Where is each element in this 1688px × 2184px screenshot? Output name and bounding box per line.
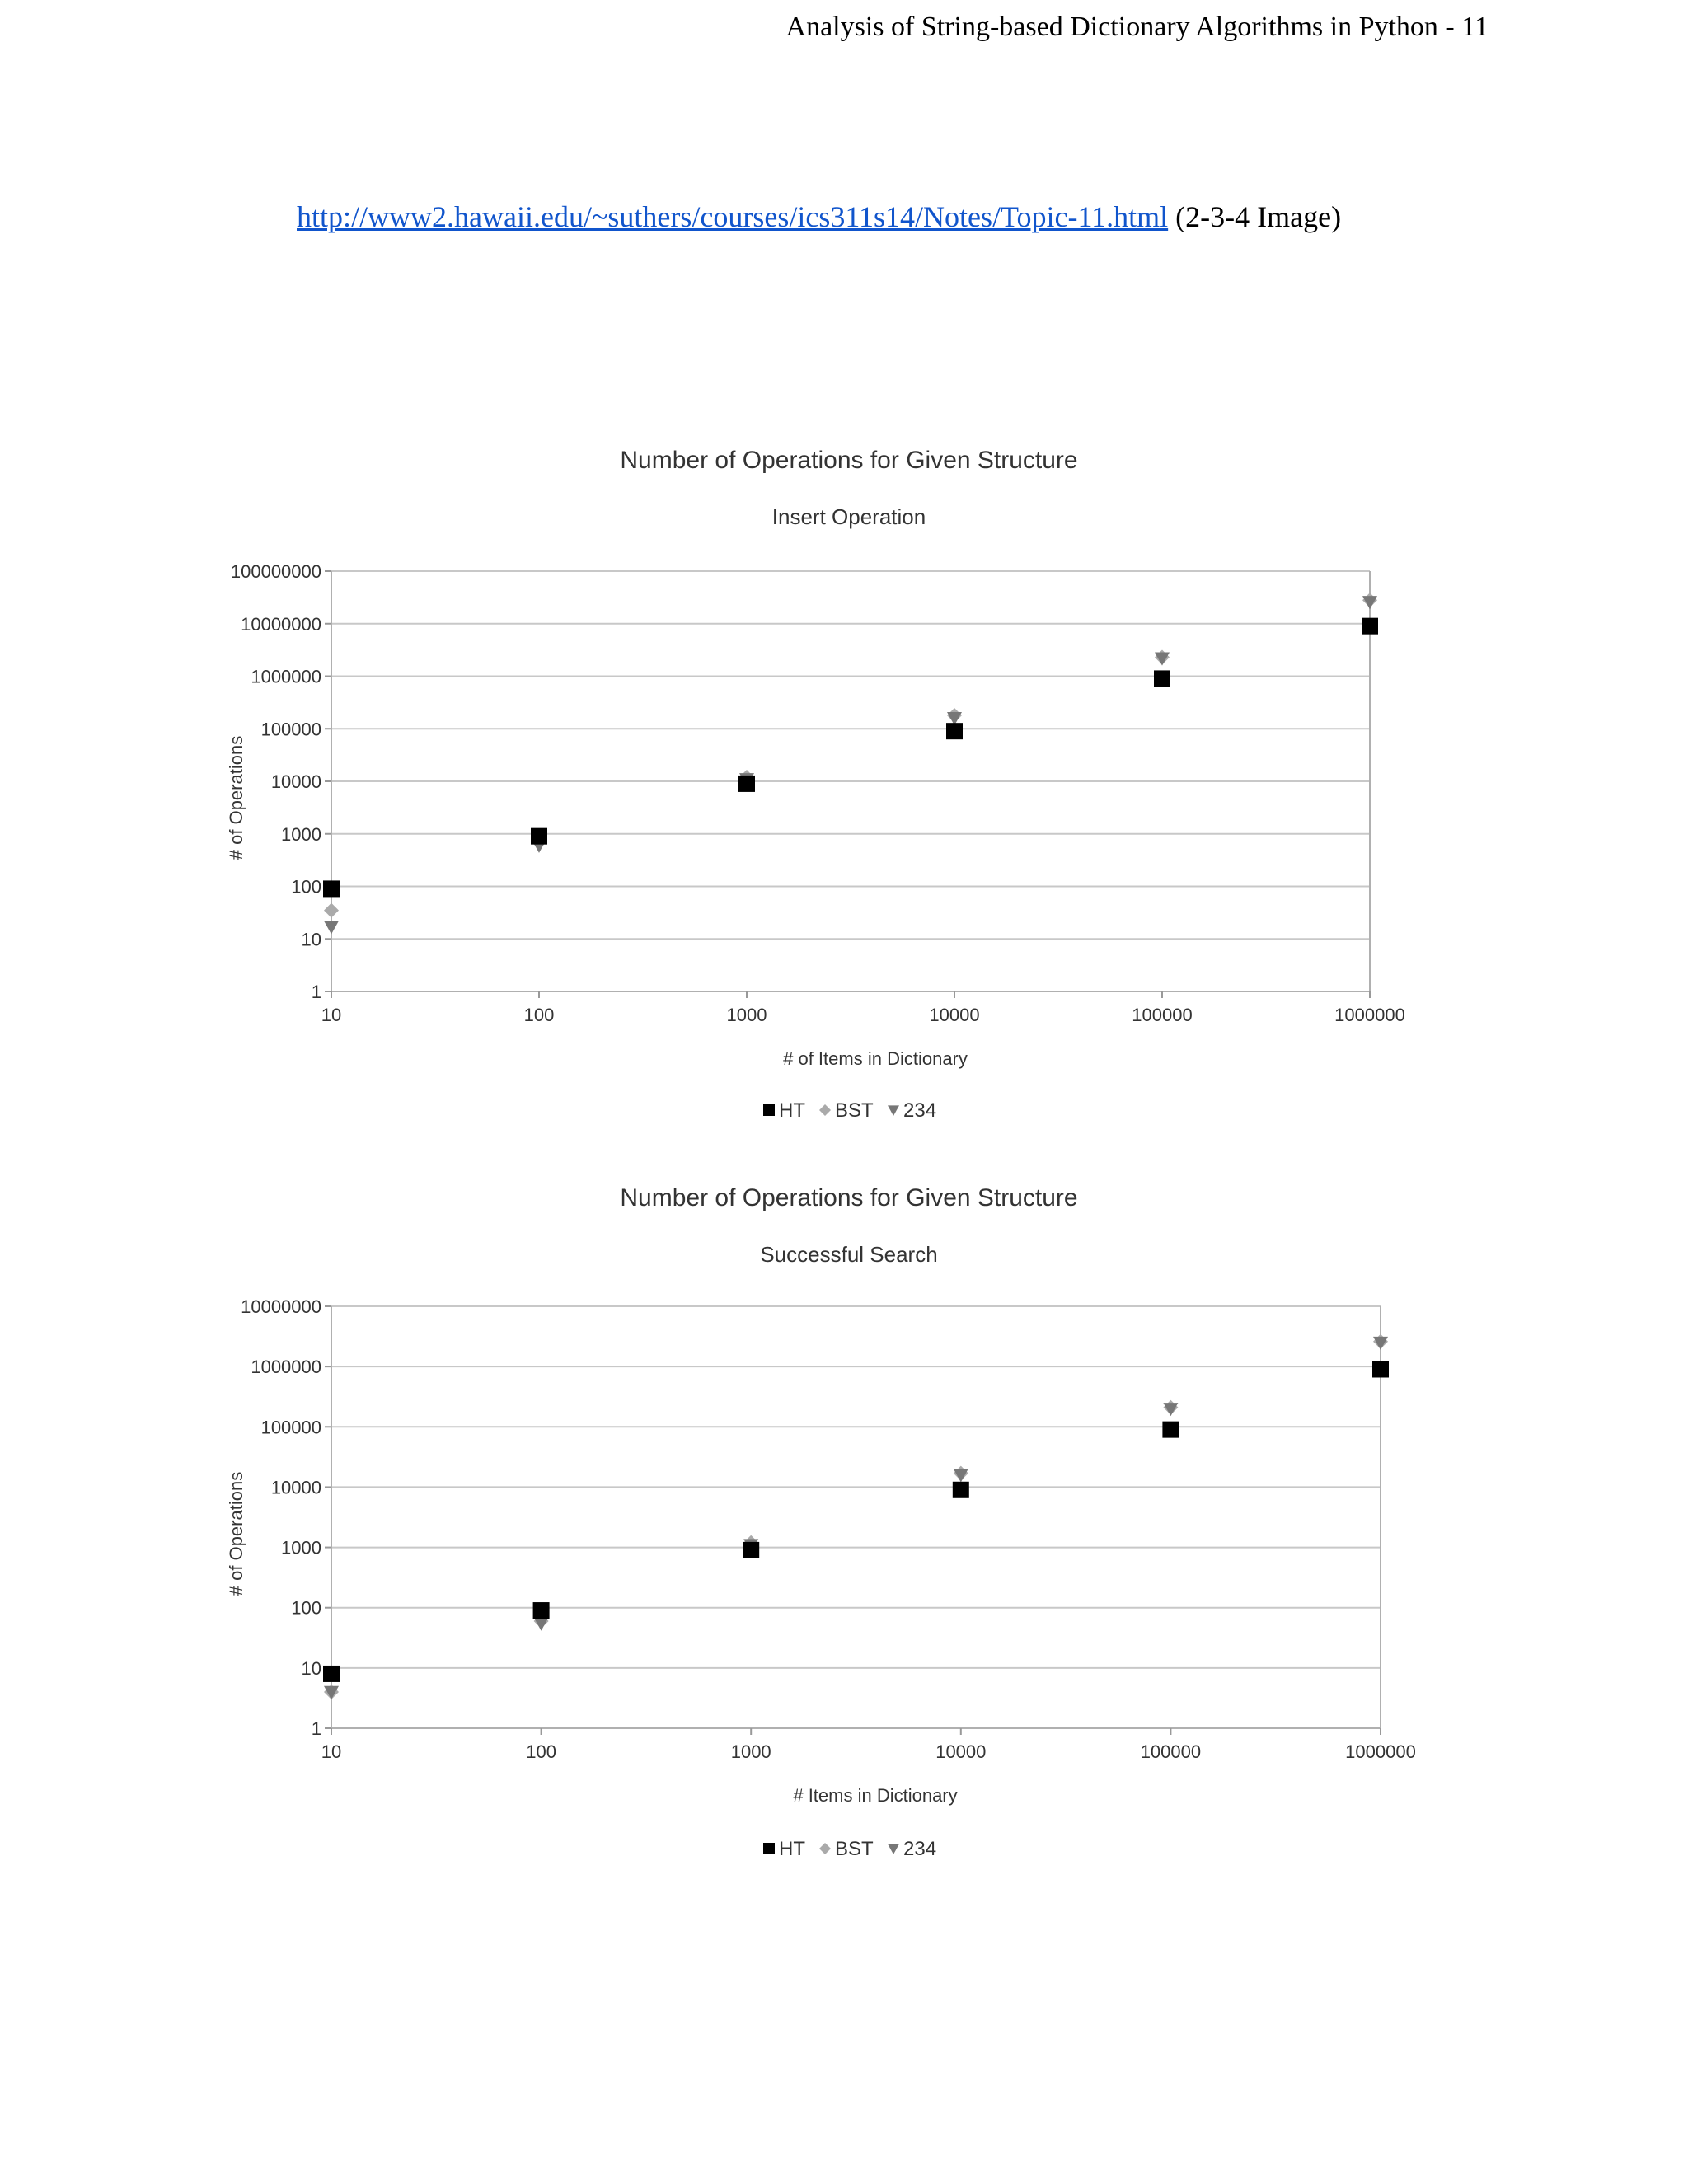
legend-label-ht: HT bbox=[779, 1099, 805, 1122]
x-tick-label: 10000 bbox=[929, 1005, 980, 1025]
y-axis-label: # of Operations bbox=[226, 1471, 246, 1596]
legend-marker-ht bbox=[763, 1843, 775, 1854]
data-point-ht bbox=[323, 880, 340, 897]
y-tick-label: 10000000 bbox=[241, 1296, 321, 1317]
y-tick-label: 10000 bbox=[270, 1477, 321, 1498]
data-point-234 bbox=[954, 1469, 968, 1482]
data-point-ht bbox=[946, 723, 963, 739]
x-tick-label: 100000 bbox=[1140, 1741, 1202, 1762]
x-tick-label: 100 bbox=[526, 1741, 556, 1762]
x-tick-label: 1000 bbox=[730, 1741, 771, 1762]
x-tick-label: 10 bbox=[321, 1005, 342, 1025]
data-point-234 bbox=[534, 1618, 549, 1631]
y-tick-label: 100 bbox=[291, 1597, 321, 1619]
x-tick-label: 10000 bbox=[935, 1741, 987, 1762]
data-point-ht bbox=[1154, 670, 1170, 687]
x-axis-label: # of Items in Dictionary bbox=[783, 1048, 968, 1069]
data-point-234 bbox=[324, 921, 339, 934]
chart-subtitle: Insert Operation bbox=[771, 504, 926, 529]
y-tick-label: 1 bbox=[311, 982, 321, 1002]
reference-suffix: (2-3-4 Image) bbox=[1168, 200, 1342, 233]
legend-label-234: 234 bbox=[903, 1099, 937, 1122]
chart-title: Number of Operations for Given Structure bbox=[620, 447, 1078, 474]
x-tick-label: 10 bbox=[321, 1741, 342, 1762]
legend-label-bst: BST bbox=[835, 1838, 874, 1860]
page-header: Analysis of String-based Dictionary Algorithms in Python - 11 bbox=[785, 12, 1489, 42]
reference-line bbox=[297, 199, 1341, 234]
legend-label-234: 234 bbox=[903, 1838, 937, 1860]
y-tick-label: 10 bbox=[301, 1657, 321, 1679]
data-point-ht bbox=[531, 828, 547, 845]
data-point-ht bbox=[953, 1482, 969, 1498]
x-axis-label: # Items in Dictionary bbox=[793, 1785, 958, 1806]
y-tick-label: 1 bbox=[311, 1718, 321, 1739]
y-tick-label: 10000 bbox=[270, 771, 321, 792]
y-tick-label: 100 bbox=[291, 876, 321, 898]
data-point-ht bbox=[1362, 618, 1378, 635]
y-tick-label: 100000 bbox=[260, 1417, 321, 1438]
x-tick-label: 1000000 bbox=[1334, 1005, 1405, 1025]
data-point-ht bbox=[743, 1542, 759, 1558]
x-tick-label: 100000 bbox=[1132, 1005, 1193, 1025]
legend-marker-bst bbox=[819, 1104, 831, 1116]
legend-label-bst: BST bbox=[835, 1099, 874, 1122]
y-tick-label: 100000000 bbox=[230, 561, 321, 582]
x-tick-label: 1000000 bbox=[1345, 1741, 1416, 1762]
y-tick-label: 10000000 bbox=[241, 613, 321, 635]
data-point-ht bbox=[1162, 1422, 1179, 1438]
insert-operation-chart bbox=[206, 437, 1442, 1146]
y-tick-label: 1000 bbox=[281, 1537, 321, 1558]
legend-marker-234 bbox=[888, 1105, 899, 1116]
y-tick-label: 1000000 bbox=[251, 666, 321, 687]
legend bbox=[763, 1838, 936, 1860]
data-point-ht bbox=[533, 1602, 550, 1619]
legend bbox=[763, 1099, 936, 1122]
legend-marker-ht bbox=[763, 1104, 775, 1116]
data-point-ht bbox=[1372, 1361, 1389, 1377]
y-tick-label: 1000000 bbox=[251, 1357, 321, 1378]
legend-marker-234 bbox=[888, 1844, 899, 1854]
y-axis-label: # of Operations bbox=[226, 735, 246, 860]
successful-search-chart bbox=[206, 1174, 1442, 1891]
legend-label-ht: HT bbox=[779, 1838, 805, 1860]
x-tick-label: 100 bbox=[523, 1005, 555, 1025]
data-point-ht bbox=[738, 776, 755, 792]
data-point-234 bbox=[1362, 596, 1377, 609]
y-tick-label: 100000 bbox=[260, 719, 321, 740]
y-tick-label: 10 bbox=[301, 929, 321, 950]
legend-marker-bst bbox=[819, 1843, 831, 1854]
x-tick-label: 1000 bbox=[726, 1005, 767, 1025]
chart-subtitle: Successful Search bbox=[760, 1242, 938, 1267]
chart-title: Number of Operations for Given Structure bbox=[620, 1184, 1078, 1212]
y-tick-label: 1000 bbox=[281, 823, 321, 845]
data-point-ht bbox=[323, 1666, 340, 1682]
reference-link[interactable]: http://www2.hawaii.edu/~suthers/courses/ics311s14/Notes/Topic-11.html bbox=[297, 200, 1169, 233]
data-point-bst bbox=[324, 903, 339, 918]
